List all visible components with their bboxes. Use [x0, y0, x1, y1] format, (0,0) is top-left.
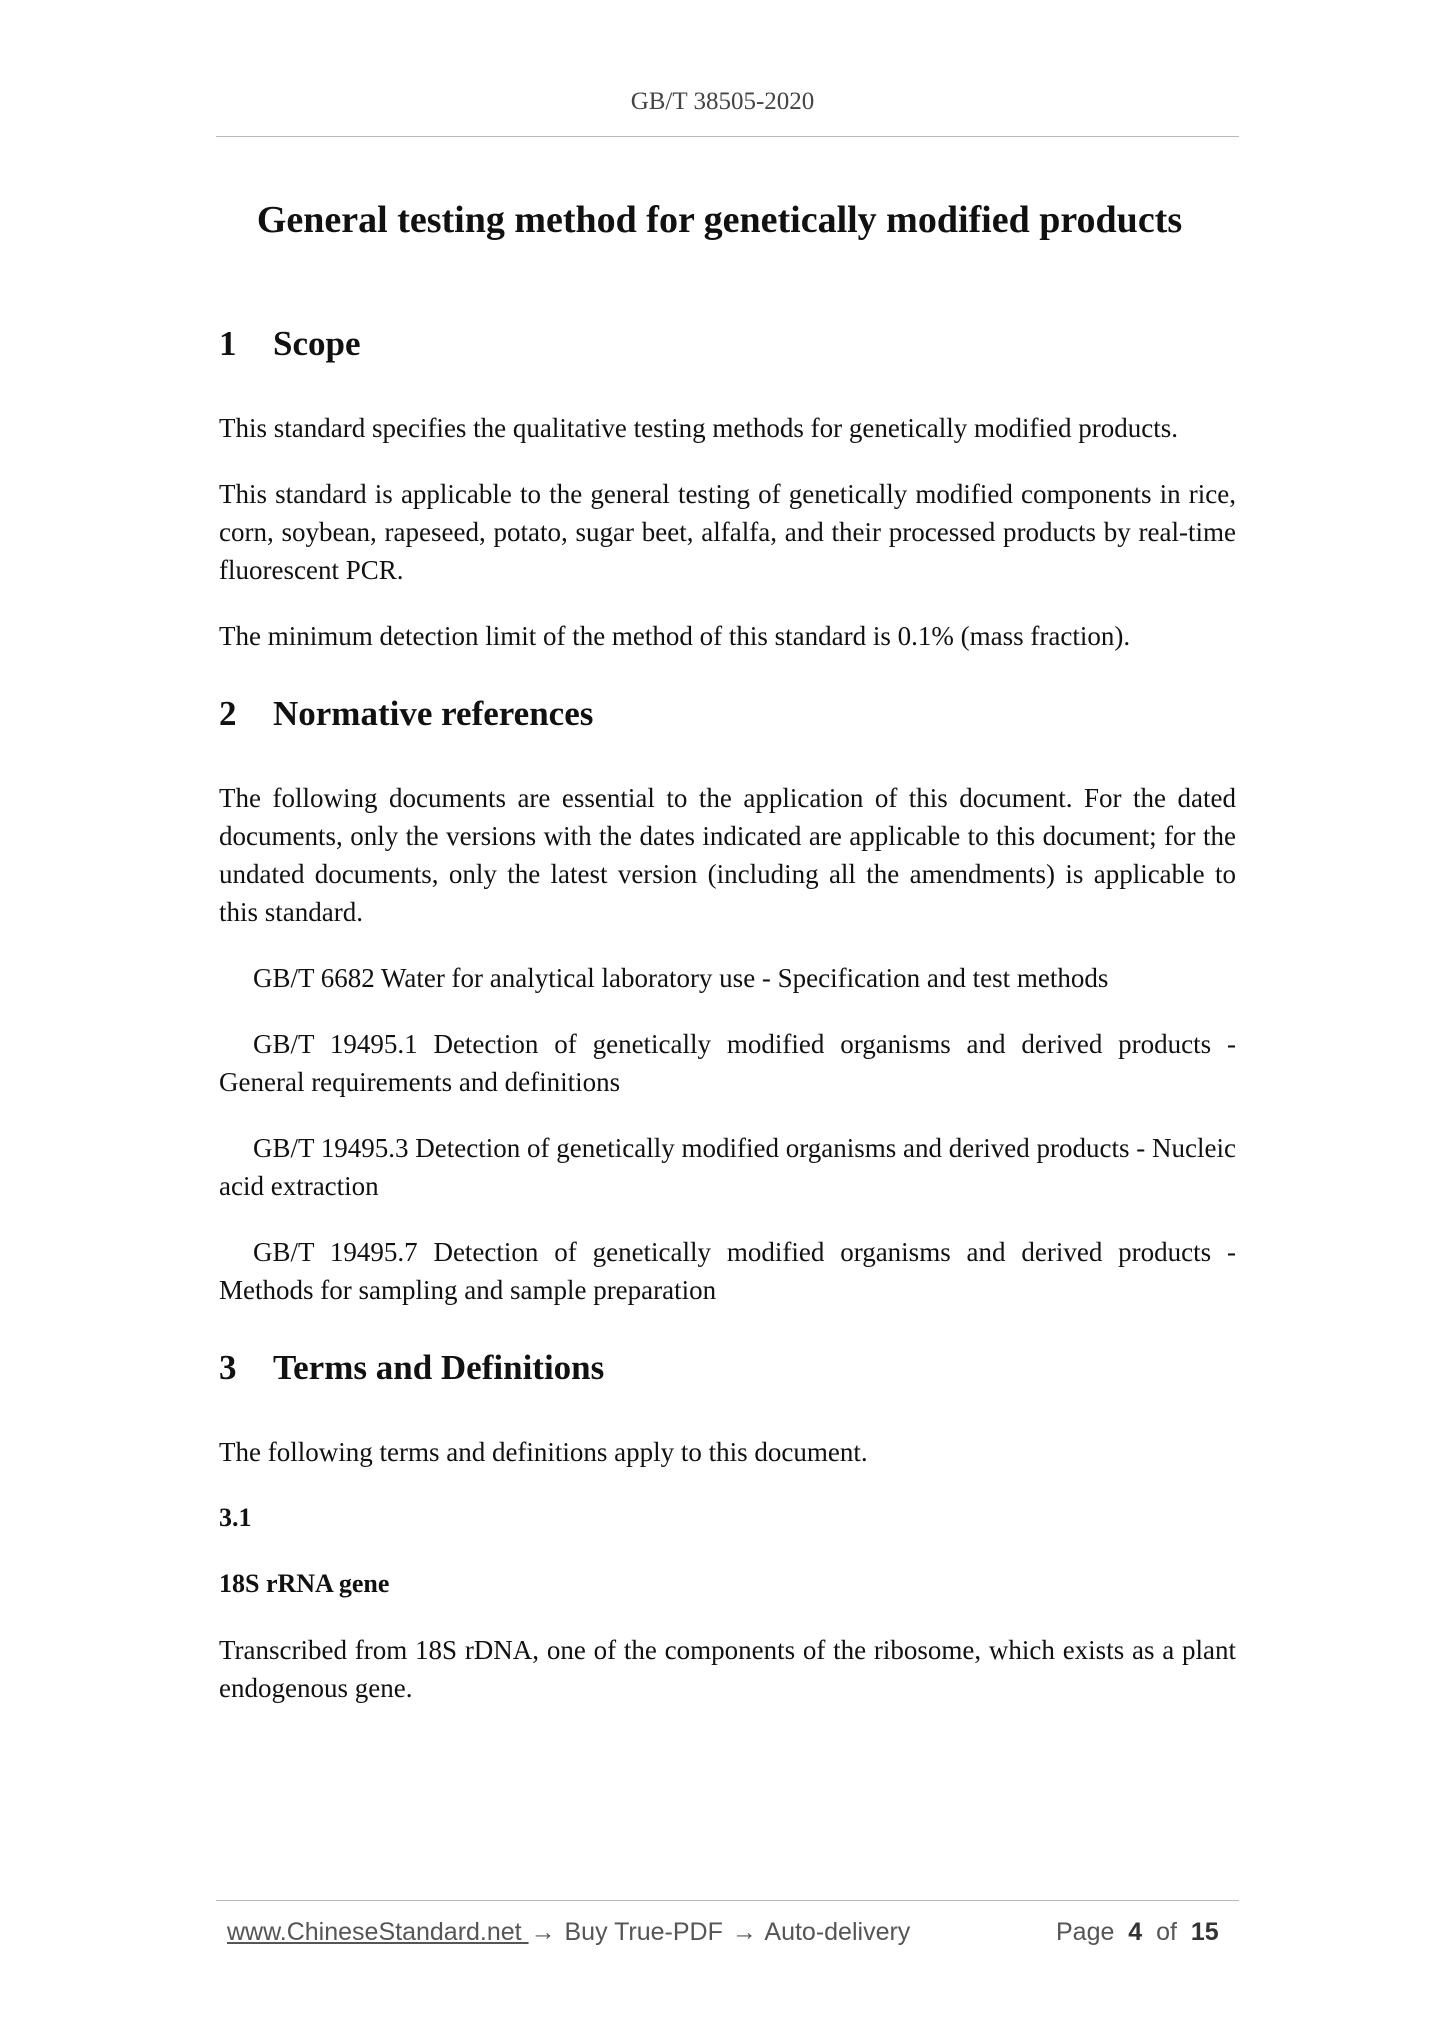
paragraph: This standard is applicable to the general testing of genetically modified components in rice, corn, soybean, rapeseed, potato, sugar beet, alfalfa, and their processed products by real-time fluorescent PCR. — [219, 479, 1236, 585]
term-definition: Transcribed from 18S rDNA, one of the components of the ribosome, which exists as a plant endogenous gene. — [219, 1635, 1236, 1703]
page-total: 15 — [1190, 1918, 1219, 1946]
buy-true-pdf-text: Buy True-PDF — [557, 1918, 730, 1946]
page-content — [219, 195, 1236, 1707]
page-current: 4 — [1128, 1918, 1143, 1946]
section-title: Scope — [273, 324, 361, 363]
website-link[interactable]: www.ChineseStandard.net — [227, 1918, 529, 1946]
paragraph: This standard specifies the qualitative testing methods for genetically modified products. — [219, 413, 1179, 443]
section-number: 2 — [219, 694, 237, 733]
term-name: 18S rRNA gene — [219, 1569, 390, 1598]
footer-promo — [227, 1918, 910, 1947]
document-title: General testing method for genetically modified products — [256, 199, 1183, 241]
section-title: Terms and Definitions — [273, 1348, 605, 1387]
page-of-label: of — [1156, 1918, 1177, 1946]
section-number: 3 — [219, 1348, 237, 1387]
section-heading-scope — [219, 321, 1236, 367]
reference-item: GB/T 6682 Water for analytical laboratory use - Specification and test methods — [253, 963, 1109, 993]
section-heading-normative-references — [219, 691, 1236, 737]
section-number: 1 — [219, 324, 237, 363]
arrow-right-icon: → — [530, 1918, 556, 1946]
arrow-right-icon: → — [731, 1918, 757, 1946]
paragraph: The following terms and definitions apply to this document. — [219, 1437, 868, 1467]
header-rule — [216, 136, 1239, 137]
page-label: Page — [1056, 1918, 1115, 1946]
term-number: 3.1 — [219, 1503, 252, 1532]
page-footer — [227, 1918, 1227, 1958]
auto-delivery-text: Auto-delivery — [758, 1918, 911, 1946]
page-number — [1056, 1918, 1219, 1947]
footer-rule — [216, 1900, 1239, 1901]
section-heading-terms-and-definitions — [219, 1345, 1236, 1391]
reference-item: GB/T 19495.3 Detection of genetically modified organisms and derived products - Nucleic acid extraction — [219, 1133, 1236, 1201]
section-title: Normative references — [273, 694, 594, 733]
reference-item: GB/T 19495.1 Detection of genetically modified organisms and derived products - General requirements and definitions — [219, 1029, 1236, 1097]
reference-item: GB/T 19495.7 Detection of genetically modified organisms and derived products - Methods for sampling and sample preparation — [219, 1237, 1236, 1305]
paragraph: The minimum detection limit of the method of this standard is 0.1% (mass fraction). — [219, 621, 1131, 651]
running-header: GB/T 38505-2020 — [630, 88, 815, 115]
paragraph: The following documents are essential to the application of this document. For the dated documents, only the versions with the dates indicated are applicable to this document; for the undated documents, only the latest version (including all the amendments) is applicable to this standard. — [219, 783, 1236, 927]
